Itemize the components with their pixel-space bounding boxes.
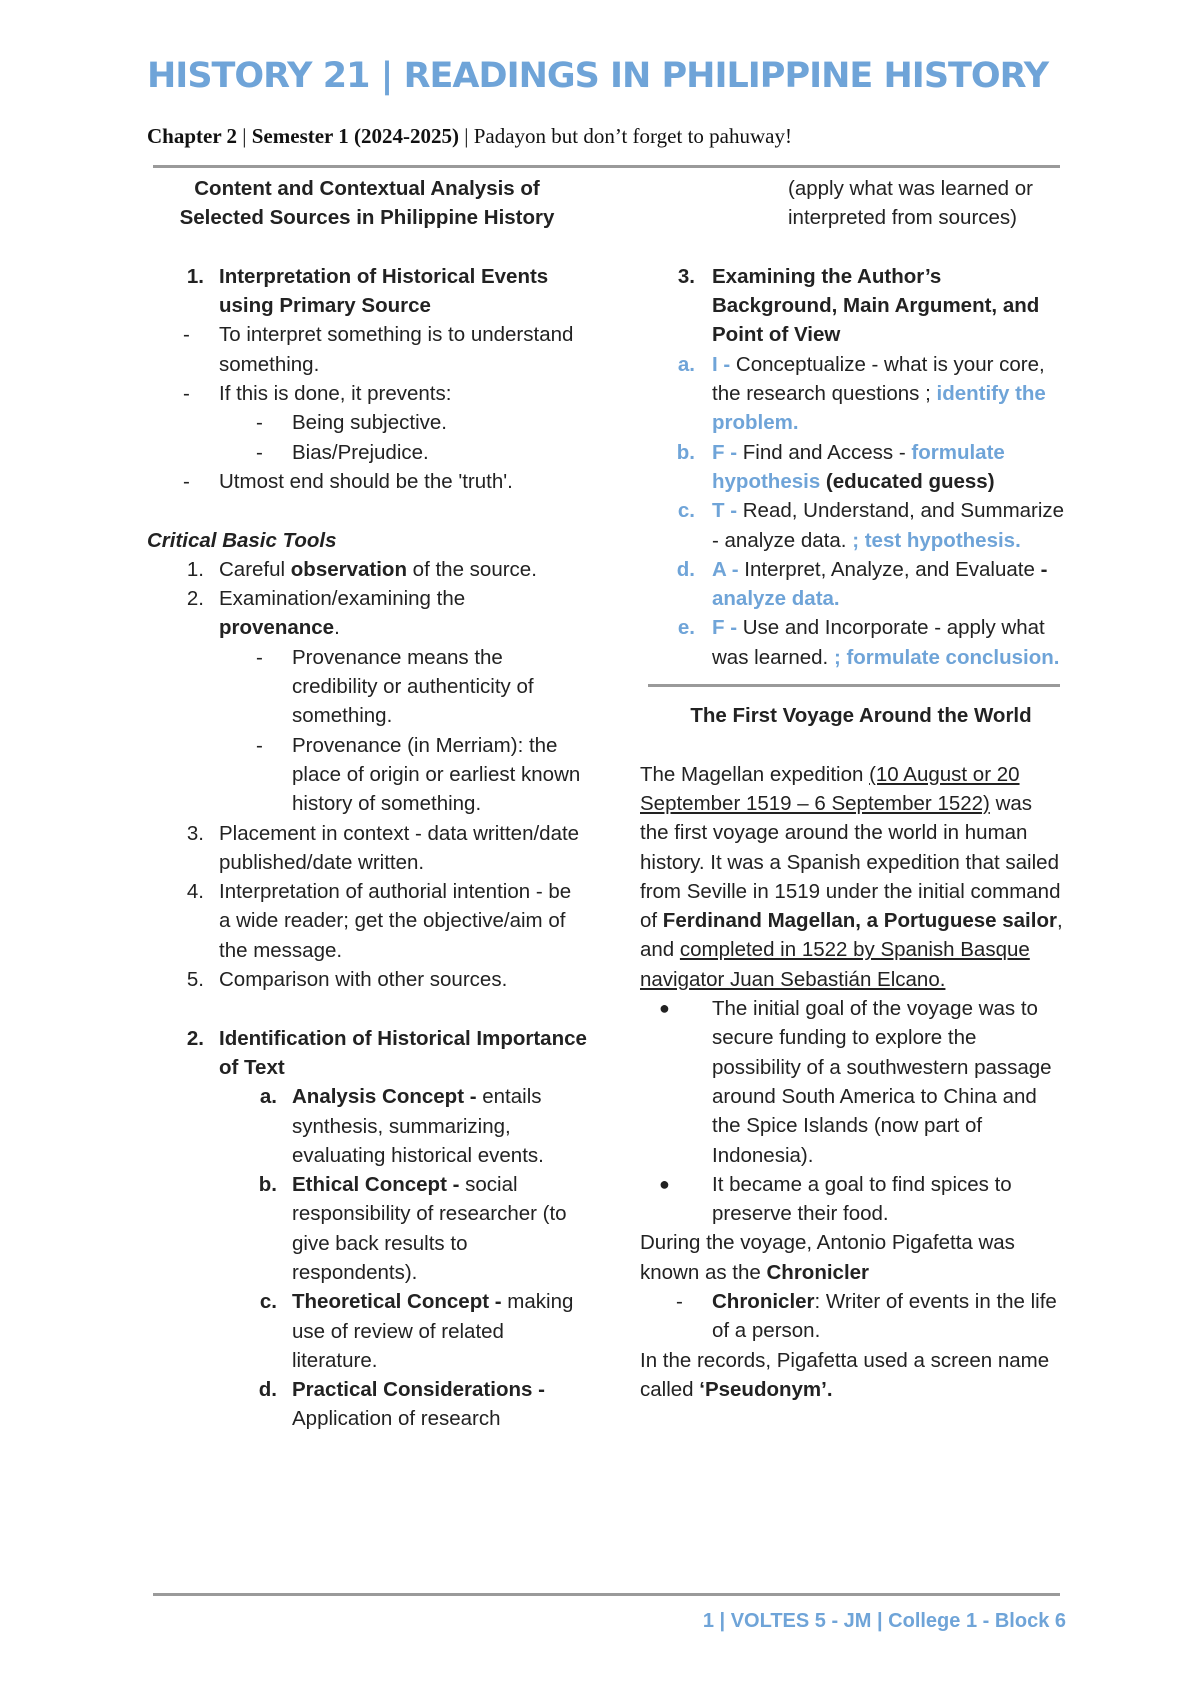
list-text: Interpret, Analyze, and Evaluate (744, 557, 1035, 581)
list-text: Placement in context - data written/date published/date written. (219, 821, 580, 874)
bold-term: Chronicler (712, 1289, 815, 1313)
item-letter: d. (258, 1378, 277, 1402)
bullet-item (640, 994, 1066, 1170)
lettered-item (147, 1375, 587, 1434)
lettered-item (640, 613, 1066, 672)
list-text: making use of review of related literature. (292, 1290, 574, 1372)
dash-separator: - (1040, 557, 1048, 581)
item-number: 1. (186, 264, 204, 288)
acronym-letter: F - (712, 616, 738, 640)
bold-term: observation (290, 557, 407, 581)
date-range: (10 August or 20 September 1519 – 6 September 1522) (640, 762, 1020, 815)
highlight-text: ; formulate conclusion. (833, 645, 1060, 669)
numbered-item (147, 877, 587, 965)
list-text: Provenance (in Merriam): the place of origin or earliest known history of something. (292, 733, 581, 816)
item-number: 1. (186, 557, 204, 581)
paragraph-text: The Magellan expedition (640, 762, 870, 786)
numbered-item (147, 1024, 587, 1083)
item-number: 3. (677, 264, 695, 288)
semester-label: Semester 1 (2024-2025) (251, 124, 459, 148)
dash-marker: - (676, 1289, 683, 1313)
dash-marker: - (183, 323, 190, 347)
list-text: It became a goal to find spices to preserve their food. (712, 1172, 1012, 1226)
lettered-item (640, 496, 1066, 555)
numbered-item (147, 584, 587, 643)
item-letter: a. (677, 352, 695, 376)
item-letter: b. (676, 440, 695, 464)
item-letter: d. (676, 557, 695, 581)
list-text: Careful (219, 557, 291, 581)
item-number: 3. (186, 821, 204, 845)
list-item (147, 643, 587, 731)
voyage-heading: The First Voyage Around the World (690, 704, 1032, 728)
header-divider (153, 165, 1060, 168)
list-item (147, 731, 587, 819)
numbered-item (147, 262, 587, 321)
item-letter: c. (677, 499, 695, 523)
dash-marker: - (256, 733, 263, 757)
page-title: HISTORY 21 | READINGS IN PHILIPPINE HISTORY (147, 56, 1049, 96)
list-text: Read, Understand, and Summarize - analyze data. (712, 499, 1065, 552)
list-text: Application of research (292, 1407, 501, 1431)
numbered-item (640, 262, 1066, 350)
list-text: entails synthesis, summarizing, evaluating historical events. (292, 1085, 544, 1167)
list-text: Conceptualize - what is your core, the research questions ; (712, 352, 1045, 406)
list-item (147, 408, 587, 437)
list-text: Find and Access - (742, 440, 906, 464)
section-heading: Content and Contextual Analysis of (194, 177, 540, 200)
continued-text: (apply what was learned or interpreted from sources) (788, 177, 1033, 230)
item-letter: b. (258, 1173, 277, 1197)
list-text: To interpret something is to understand something. (219, 323, 574, 376)
item-title: Examining the Author’s Background, Main Argument, and Point of View (712, 264, 1040, 347)
list-text: The initial goal of the voyage was to secure funding to explore the possibility of a southwestern passage around South America to China and the Spice Islands (now part of Indonesia). (712, 997, 1052, 1167)
bold-term: Chronicler (766, 1260, 870, 1284)
list-text: of the source. (406, 557, 537, 581)
item-letter: c. (259, 1290, 277, 1314)
highlight-text: identify the problem. (712, 382, 1046, 435)
bold-term: provenance (219, 616, 335, 640)
list-text: Provenance means the credibility or authenticity of something. (292, 645, 534, 728)
section-divider (648, 684, 1060, 687)
footer: 1 | VOLTES 5 - JM | College 1 - Block 6 (702, 1610, 1066, 1632)
definition-item (640, 1287, 1066, 1346)
list-text: social responsibility of researcher (to give back results to respondents). (292, 1173, 567, 1284)
bold-term: ‘Pseudonym’. (699, 1377, 833, 1401)
numbered-item (147, 965, 587, 994)
bullet-marker: ● (659, 998, 670, 1019)
lettered-item (147, 1170, 587, 1287)
list-text: Bias/Prejudice. (292, 440, 429, 464)
acronym-letter: A - (712, 557, 739, 581)
lettered-item (640, 555, 1066, 614)
dash-marker: - (183, 382, 190, 406)
paragraph-text: was the first voyage around the world in human history. It was a Spanish expedition that sailed from Seville in 1519 under the initial command of (640, 791, 1061, 933)
subtitle-separator: | (458, 124, 474, 148)
left-column (147, 174, 587, 1434)
item-number: 2. (186, 1026, 204, 1050)
list-item (147, 320, 587, 379)
lettered-item (147, 1287, 587, 1375)
underlined-text: completed in 1522 by Spanish Basque navigator Juan Sebastián Elcano. (640, 938, 1030, 991)
numbered-item (147, 819, 587, 878)
bullet-marker: ● (659, 1173, 670, 1194)
highlight-text: analyze data. (712, 587, 840, 611)
list-text: Comparison with other sources. (219, 968, 508, 992)
bold-term: Ferdinand Magellan, a Portuguese sailor (662, 909, 1057, 933)
acronym-letter: T - (712, 499, 738, 523)
item-number: 5. (186, 968, 204, 992)
section-heading: Selected Sources in Philippine History (179, 206, 555, 230)
lettered-item (147, 1082, 587, 1170)
paragraph-text: In the records, Pigafetta used a screen name called (640, 1348, 1050, 1401)
list-item (147, 438, 587, 467)
dash-marker: - (256, 440, 263, 464)
dash-marker: - (183, 469, 190, 493)
item-title: Identification of Historical Importance of Text (219, 1026, 587, 1079)
item-number: 4. (186, 880, 204, 904)
list-text: Interpretation of authorial intention - be a wide reader; get the objective/aim of the message. (219, 880, 572, 962)
bullet-item (640, 1170, 1066, 1229)
item-letter: e. (677, 616, 695, 640)
tools-heading: Critical Basic Tools (147, 528, 337, 552)
list-text: Use and Incorporate - apply what was learned. (712, 616, 1045, 669)
subtitle (147, 124, 792, 149)
paragraph-text: During the voyage, Antonio Pigafetta was known as the (640, 1231, 1015, 1284)
list-text: : Writer of events in the life of a person. (712, 1289, 1057, 1343)
highlight-text: ; test hypothesis. (852, 528, 1021, 552)
concept-title: Ethical Concept - (292, 1173, 460, 1197)
numbered-item (147, 555, 587, 584)
paragraph-text: , and (640, 909, 1063, 962)
lettered-item (640, 438, 1066, 497)
voyage-paragraph (640, 1228, 1066, 1287)
list-item (147, 379, 587, 408)
highlight-text: formulate hypothesis (712, 440, 1005, 493)
list-text: . (334, 616, 340, 640)
voyage-paragraph (640, 760, 1066, 994)
dash-marker: - (256, 411, 263, 435)
acronym-letter: I - (712, 352, 731, 376)
footer-divider (153, 1593, 1060, 1596)
list-text: Examination/examining the (219, 587, 466, 611)
item-title: Interpretation of Historical Events using Primary Source (219, 264, 549, 318)
list-item (147, 467, 587, 496)
dash-marker: - (256, 645, 263, 669)
chapter-label: Chapter 2 (147, 124, 238, 148)
motto-text: Padayon but don’t forget to pahuway! (473, 124, 792, 148)
lettered-item (640, 350, 1066, 438)
list-text: If this is done, it prevents: (219, 382, 452, 406)
acronym-letter: F - (712, 440, 738, 464)
subtitle-separator: | (237, 124, 252, 148)
bold-term: (educated guess) (825, 469, 995, 493)
concept-title: Practical Considerations - (292, 1378, 545, 1402)
right-column (640, 174, 1066, 1404)
voyage-paragraph (640, 1346, 1066, 1405)
item-letter: a. (259, 1085, 277, 1109)
item-number: 2. (186, 587, 204, 611)
concept-title: Theoretical Concept - (292, 1290, 502, 1314)
list-text: Utmost end should be the 'truth'. (219, 469, 513, 493)
list-text: Being subjective. (292, 411, 447, 435)
concept-title: Analysis Concept - (292, 1085, 477, 1109)
